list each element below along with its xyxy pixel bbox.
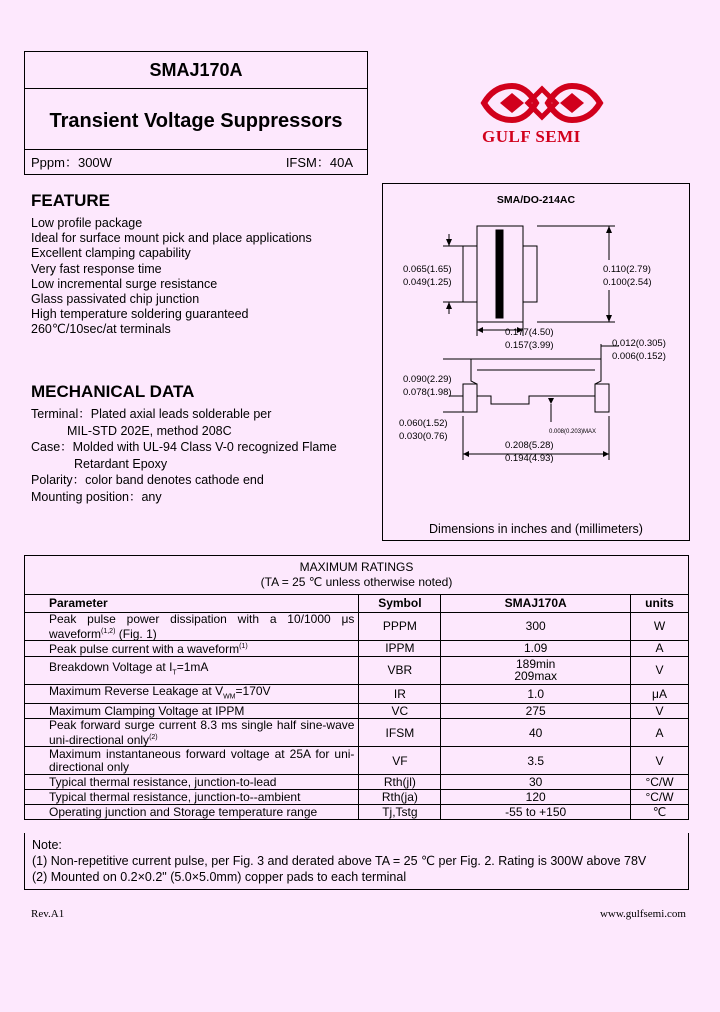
- list-item: MIL-STD 202E, method 208C: [67, 423, 232, 438]
- package-title: SMA/DO-214AC: [496, 194, 576, 206]
- dim-side-h-max: 0.090(2.29): [403, 374, 452, 385]
- dim-overall-max: 0.208(5.28): [505, 440, 554, 451]
- table-row: Breakdown Voltage at $I_T=1mA$ VBR 189min 209max V: [25, 656, 689, 684]
- revision: Rev.A1: [31, 908, 65, 920]
- list-item: Low incremental surge resistance: [31, 276, 218, 291]
- list-item: Mounting position：any: [31, 489, 162, 504]
- table-row: Maximum instantaneous forward voltage at 25A for uni-directional only VF 3.5 V: [25, 747, 689, 775]
- table-row: Typical thermal resistance, junction-to-lead Rth(jl) 30 °C/W: [25, 775, 689, 790]
- dim-side-h-min: 0.078(1.98): [403, 387, 452, 398]
- dim-standoff: 0.008(0.203)MAX: [549, 429, 597, 435]
- list-item: Ideal for surface mount pick and place applications: [31, 231, 312, 246]
- dim-body-max: 0.177(4.50): [505, 327, 554, 338]
- list-item: Glass passivated chip junction: [31, 292, 200, 307]
- dim-body-min: 0.157(3.99): [505, 340, 554, 351]
- list-item: Low profile package: [31, 216, 143, 230]
- dim-width-min: 0.100(2.54): [603, 277, 652, 288]
- list-item: 260℃/10sec/at terminals: [31, 322, 171, 337]
- list-item: Excellent clamping capability: [31, 246, 191, 261]
- feature-heading: FEATURE: [31, 191, 111, 210]
- dim-lead-thk-max: 0.012(0.305): [612, 338, 666, 349]
- table-caption: MAXIMUM RATINGS (TA = 25 ℃ unless otherwise noted): [25, 556, 689, 595]
- dim-lead-len-max: 0.060(1.52): [399, 418, 448, 429]
- list-item: Case：Molded with UL-94 Class V-0 recognized Flame: [31, 440, 337, 454]
- title-box: [24, 51, 368, 175]
- table-row: Maximum Clamping Voltage at IPPM VC 275 V: [25, 704, 689, 719]
- list-item: Very fast response time: [31, 261, 162, 276]
- dim-lead-len-min: 0.030(0.76): [399, 431, 448, 442]
- mechanical-list: [31, 406, 337, 505]
- list-item: Polarity：color band denotes cathode end: [31, 473, 264, 487]
- package-drawing: [382, 183, 690, 541]
- note-1: (1) Non-repetitive current pulse, per Fig. 3 and derated above TA = 25 ℃ per Fig. 2. Rating is 300W above 78V: [32, 854, 647, 868]
- table-header: Parameter Symbol SMAJ170A units: [25, 595, 689, 613]
- table-row: Peak forward surge current 8.3 ms single half sine-wave uni-directional only$^{(2)}$ IFSM 40 A: [25, 719, 689, 747]
- table-row: Peak pulse power dissipation with a 10/1000 μs waveform$^{(1,2)}$ (Fig. 1) PPPM 300 W: [25, 613, 689, 641]
- dim-width-max: 0.110(2.79): [603, 264, 651, 275]
- dim-overall-min: 0.194(4.93): [505, 453, 554, 464]
- list-item: Terminal：Plated axial leads solderable per: [31, 407, 272, 421]
- dim-height-min: 0.049(1.25): [403, 277, 452, 288]
- list-item: High temperature soldering guaranteed: [31, 307, 249, 322]
- note-2: (2) Mounted on 0.2×0.2" (5.0×5.0mm) copper pads to each terminal: [32, 870, 407, 884]
- ratings-table: [24, 555, 689, 820]
- table-row: Typical thermal resistance, junction-to--ambient Rth(ja) 120 °C/W: [25, 790, 689, 805]
- feature-list: [31, 216, 312, 338]
- dim-lead-thk-min: 0.006(0.152): [612, 351, 666, 362]
- notes-title: Note:: [32, 838, 62, 852]
- gulf-semi-logo: [480, 80, 604, 126]
- divider: [25, 149, 367, 150]
- part-number: SMAJ170A: [149, 60, 243, 80]
- mechanical-heading: MECHANICAL DATA: [31, 382, 195, 401]
- dimensions-note: Dimensions in inches and (millimeters): [429, 522, 643, 536]
- logo-text: GULF SEMI: [482, 127, 581, 146]
- divider: [25, 88, 367, 89]
- list-item: Retardant Epoxy: [74, 456, 168, 471]
- website-link[interactable]: www.gulfsemi.com: [599, 908, 686, 920]
- table-row: Maximum Reverse Leakage at $V_{WM}=170V$ IR 1.0 μA: [25, 684, 689, 704]
- dim-height-max: 0.065(1.65): [403, 264, 452, 275]
- table-row: Operating junction and Storage temperature range Tj,Tstg -55 to +150 ℃: [25, 805, 689, 820]
- table-row: Peak pulse current with a waveform$^{(1)}$ IPPM 1.09 A: [25, 641, 689, 657]
- product-subtitle: Transient Voltage Suppressors: [49, 110, 343, 132]
- ifsm-spec: IFSM：40A: [285, 155, 353, 170]
- notes-box: [24, 833, 689, 890]
- pppm-spec: Pppm：300W: [31, 155, 112, 170]
